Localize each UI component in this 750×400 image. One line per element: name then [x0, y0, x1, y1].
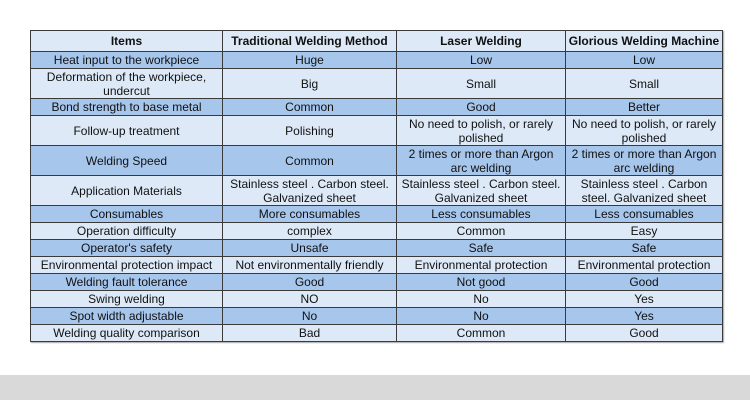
- cell-laser: No: [397, 291, 566, 308]
- cell-laser: No: [397, 308, 566, 325]
- cell-laser: Good: [397, 99, 566, 116]
- cell-traditional: Bad: [223, 325, 397, 342]
- cell-item: Deformation of the workpiece, undercut: [31, 69, 223, 99]
- cell-item: Swing welding: [31, 291, 223, 308]
- cell-laser: Low: [397, 52, 566, 69]
- cell-glorious: Good: [566, 274, 723, 291]
- cell-traditional: NO: [223, 291, 397, 308]
- table-row: [31, 206, 723, 223]
- cell-glorious: Safe: [566, 240, 723, 257]
- footer-bar: [0, 375, 750, 400]
- cell-item: Spot width adjustable: [31, 308, 223, 325]
- cell-laser: Stainless steel . Carbon steel. Galvanized sheet: [397, 176, 566, 206]
- cell-traditional: Stainless steel . Carbon steel. Galvanized sheet: [223, 176, 397, 206]
- table-row: [31, 308, 723, 325]
- table-row: [31, 240, 723, 257]
- header-laser: Laser Welding: [397, 31, 566, 52]
- table-row: [31, 99, 723, 116]
- cell-glorious: Stainless steel . Carbon steel. Galvanized sheet: [566, 176, 723, 206]
- table-row: [31, 69, 723, 99]
- cell-glorious: Easy: [566, 223, 723, 240]
- cell-item: Operation difficulty: [31, 223, 223, 240]
- cell-traditional: Unsafe: [223, 240, 397, 257]
- cell-glorious: Environmental protection: [566, 257, 723, 274]
- cell-traditional: Common: [223, 146, 397, 176]
- cell-glorious: Better: [566, 99, 723, 116]
- table-row: [31, 274, 723, 291]
- welding-comparison-table: [30, 30, 723, 342]
- cell-item: Operator's safety: [31, 240, 223, 257]
- table-row: [31, 257, 723, 274]
- cell-glorious: Good: [566, 325, 723, 342]
- cell-laser: Common: [397, 325, 566, 342]
- cell-laser: Small: [397, 69, 566, 99]
- cell-glorious: No need to polish, or rarely polished: [566, 116, 723, 146]
- cell-laser: 2 times or more than Argon arc welding: [397, 146, 566, 176]
- cell-traditional: Polishing: [223, 116, 397, 146]
- cell-laser: Not good: [397, 274, 566, 291]
- table-row: [31, 176, 723, 206]
- cell-glorious: Low: [566, 52, 723, 69]
- cell-traditional: Huge: [223, 52, 397, 69]
- cell-glorious: Small: [566, 69, 723, 99]
- table-row: [31, 116, 723, 146]
- cell-item: Welding quality comparison: [31, 325, 223, 342]
- table-row: [31, 291, 723, 308]
- cell-glorious: Yes: [566, 291, 723, 308]
- cell-traditional: No: [223, 308, 397, 325]
- table-row: [31, 325, 723, 342]
- cell-laser: No need to polish, or rarely polished: [397, 116, 566, 146]
- cell-laser: Common: [397, 223, 566, 240]
- cell-traditional: complex: [223, 223, 397, 240]
- cell-traditional: Big: [223, 69, 397, 99]
- cell-item: Heat input to the workpiece: [31, 52, 223, 69]
- cell-item: Welding Speed: [31, 146, 223, 176]
- cell-glorious: Yes: [566, 308, 723, 325]
- cell-item: Welding fault tolerance: [31, 274, 223, 291]
- cell-laser: Less consumables: [397, 206, 566, 223]
- cell-item: Environmental protection impact: [31, 257, 223, 274]
- table-row: [31, 223, 723, 240]
- cell-glorious: Less consumables: [566, 206, 723, 223]
- cell-traditional: More consumables: [223, 206, 397, 223]
- header-items: Items: [31, 31, 223, 52]
- cell-item: Bond strength to base metal: [31, 99, 223, 116]
- cell-laser: Environmental protection: [397, 257, 566, 274]
- header-traditional: Traditional Welding Method: [223, 31, 397, 52]
- table-row: [31, 52, 723, 69]
- cell-laser: Safe: [397, 240, 566, 257]
- cell-traditional: Good: [223, 274, 397, 291]
- header-glorious: Glorious Welding Machine: [566, 31, 723, 52]
- cell-traditional: Not environmentally friendly: [223, 257, 397, 274]
- cell-item: Application Materials: [31, 176, 223, 206]
- cell-item: Consumables: [31, 206, 223, 223]
- cell-traditional: Common: [223, 99, 397, 116]
- cell-item: Follow-up treatment: [31, 116, 223, 146]
- table-header-row: [31, 31, 723, 52]
- cell-glorious: 2 times or more than Argon arc welding: [566, 146, 723, 176]
- table-row: [31, 146, 723, 176]
